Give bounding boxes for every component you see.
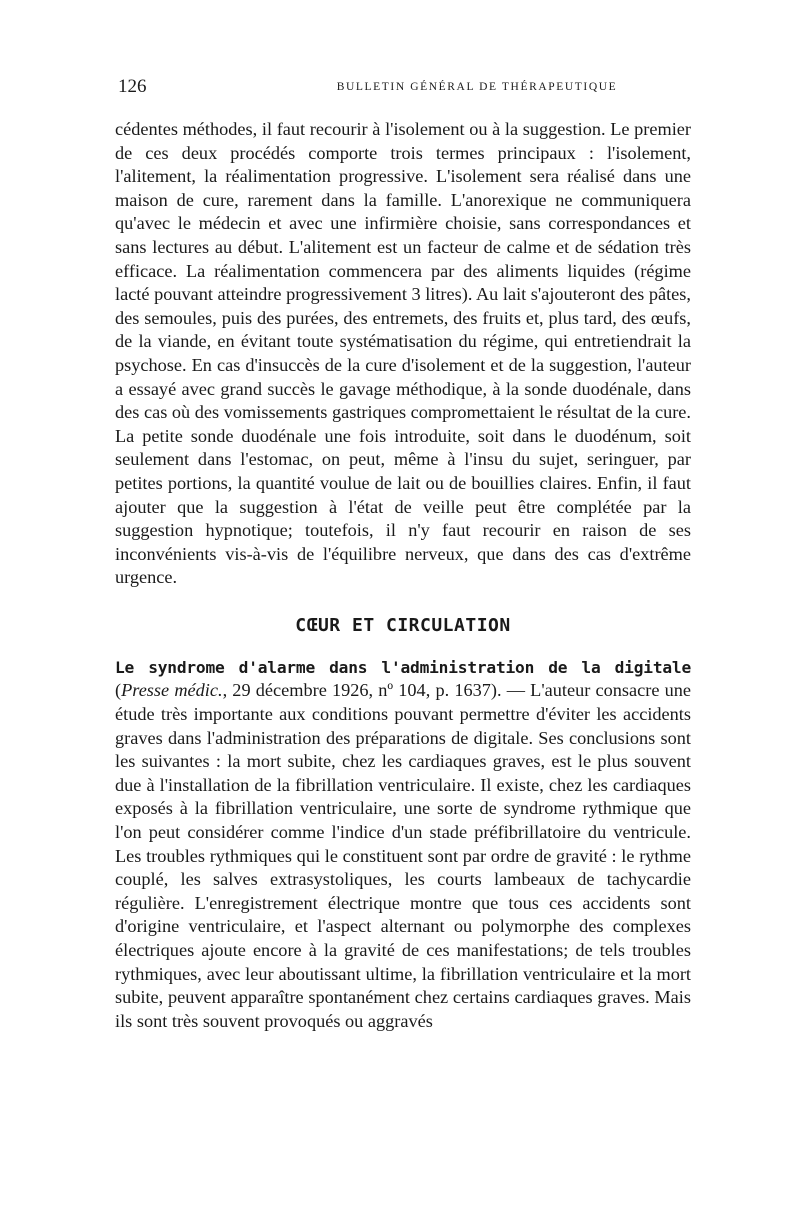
paragraph: cédentes méthodes, il faut recourir à l'isolement ou à la suggestion. Le premier de ces deux procédés comporte trois termes principaux : l'isolement, l'alitement, la réalimentation progressive. L'isolement sera réalisé dans une maison de cure, rarement dans la famille. L'anorexique ne communiquera qu'avec le médecin et avec une infirmière choisie, sans correspondances et sans lectures au début. L'alitement est un facteur de calme et de sédation très efficace. La réalimentation commencera par des aliments liquides (régime lacté pouvant atteindre progressivement 3 litres). Au lait s'ajouteront des pâtes, des semoules, puis des purées, des entremets, des fruits et, plus tard, des œufs, de la viande, en évitant toute systématisation du régime, qui entretiendrait la psychose. En cas d'insuccès de la cure d'isolement et de la suggestion, l'auteur a essayé avec grand succès le gavage méthodique, à la sonde duodénale, dans des cas où des vomissements gastriques compromettaient le résultat de la cure. La petite sonde duodénale une fois introduite, soit dans le duodénum, soit seulement dans l'estomac, on peut, même à l'insu du sujet, seringuer, par petites portions, la quantité voulue de lait ou de bouillies claires. Enfin, il faut ajouter que la suggestion à l'état de veille peut être complétée par la suggestion hypnotique; toutefois, il n'y faut recourir en raison de ses inconvénients vis-à-vis de l'équilibre nerveux, que dans des cas d'extrême urgence. — [115, 119, 691, 588]
running-head: BULLETIN GÉNÉRAL DE THÉRAPEUTIQUE — [336, 81, 618, 93]
page-body — [115, 118, 691, 1033]
article-title: Le syndrome d'alarme dans l'administration de la digitale — [115, 657, 691, 677]
page-number: 126 — [118, 76, 147, 97]
citation-open: ( — [115, 680, 122, 701]
page-header — [118, 76, 696, 100]
section-title: CŒUR ET CIRCULATION — [295, 614, 511, 636]
article-text: , 29 décembre 1926, nº 104, p. 1637). — L'auteur consacre une étude très importante aux conditions pouvant permettre d'éviter les accidents graves dans l'administration des préparations de digitale. Ses conclusions sont les suivantes : la mort subite, chez les cardiaques graves, est le plus souvent due à l'installation de la fibrillation ventriculaire. Il existe, chez les cardiaques exposés à la fibrillation ventriculaire, une sorte de syndrome rythmique que l'on peut considérer comme l'indice d'un stade préfibrillatoire du ventricule. Les troubles rythmiques qui le constituent sont par ordre de gravité : le rythme couplé, les salves extrasystoliques, les courts lambeaux de tachycardie régulière. L'enregistrement électrique montre que tous ces accidents sont d'origine ventriculaire, et l'aspect alternant ou polymorphe des complexes électriques ajoute encore à la gravité de ces manifestations; de tels troubles rythmiques, avec leur aboutissant ultime, la fibrillation ventriculaire et la mort subite, peuvent apparaître spontanément chez certains cardiaques graves. Mais ils sont très souvent provoqués ou aggravés — [115, 680, 691, 1031]
article-paragraph — [115, 656, 691, 1034]
journal-name: Presse médic. — [121, 680, 223, 701]
